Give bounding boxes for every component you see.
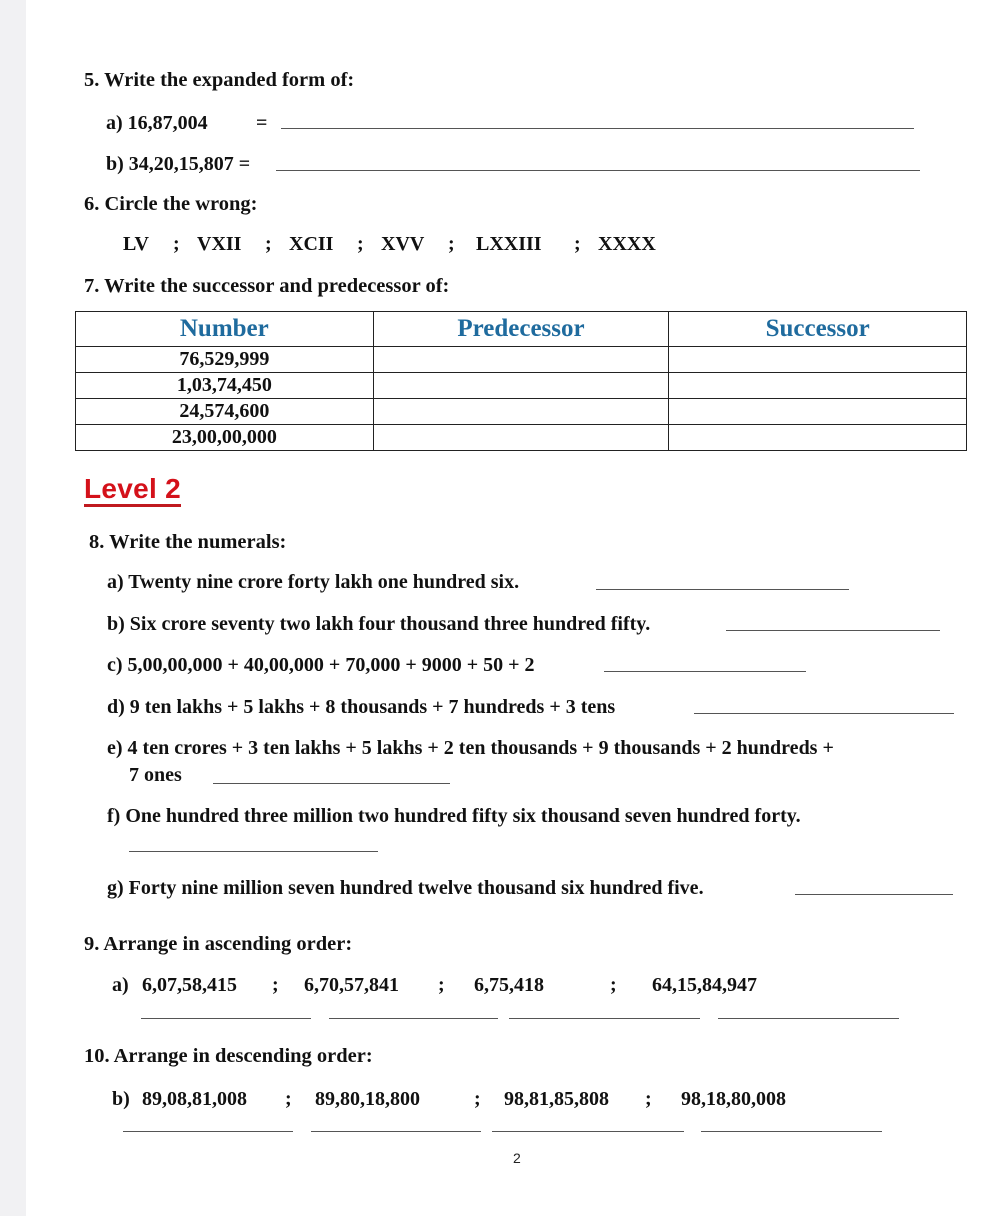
separator: ; [610, 974, 617, 996]
separator: ; [574, 233, 581, 255]
answer-line-8e[interactable] [213, 783, 450, 784]
q10-number-2: 89,80,18,800 [315, 1088, 420, 1110]
successor-answer-cell[interactable] [669, 399, 967, 425]
table-row [76, 347, 967, 373]
q9-number-2: 6,70,57,841 [304, 974, 399, 996]
q8-item-f: f) One hundred three million two hundred fifty six thousand seven hundred forty. [107, 805, 801, 827]
q9-number-1: 6,07,58,415 [142, 974, 237, 996]
q8-item-e: e) 4 ten crores + 3 ten lakhs + 5 lakhs + 2 ten thousands + 9 thousands + 2 hundreds + [107, 737, 834, 759]
answer-line-5b[interactable] [276, 170, 920, 171]
table-row [76, 373, 967, 399]
q5-item-a-equals: = [256, 112, 268, 134]
answer-line-10-1[interactable] [123, 1131, 293, 1132]
number-cell: 23,00,00,000 [76, 425, 374, 451]
answer-line-8g[interactable] [795, 894, 953, 895]
question-7-title: 7. Write the successor and predecessor of: [84, 275, 450, 297]
answer-line-9-4[interactable] [718, 1018, 899, 1019]
answer-line-9-2[interactable] [329, 1018, 498, 1019]
page-margin [0, 0, 26, 1216]
successor-answer-cell[interactable] [669, 425, 967, 451]
numeral-option-2[interactable]: VXII [197, 233, 242, 255]
q8-item-c: c) 5,00,00,000 + 40,00,000 + 70,000 + 9000 + 50 + 2 [107, 654, 535, 676]
q5-item-b: b) 34,20,15,807 = [106, 153, 251, 175]
answer-line-10-3[interactable] [492, 1131, 684, 1132]
separator: ; [272, 974, 279, 996]
separator: ; [357, 233, 364, 255]
number-cell: 76,529,999 [76, 347, 374, 373]
answer-line-9-3[interactable] [509, 1018, 700, 1019]
question-9-title: 9. Arrange in ascending order: [84, 933, 353, 955]
page-number: 2 [513, 1150, 521, 1166]
successor-predecessor-table [75, 311, 967, 451]
level-heading: Level 2 [84, 475, 181, 507]
separator: ; [474, 1088, 481, 1110]
table-row [76, 425, 967, 451]
separator: ; [448, 233, 455, 255]
question-10-title: 10. Arrange in descending order: [84, 1045, 373, 1067]
answer-line-8d[interactable] [694, 713, 954, 714]
answer-line-8a[interactable] [596, 589, 849, 590]
table-row [76, 399, 967, 425]
q8-item-b: b) Six crore seventy two lakh four thousand three hundred fifty. [107, 613, 651, 635]
q9-number-3: 6,75,418 [474, 974, 544, 996]
answer-line-5a[interactable] [281, 128, 914, 129]
q8-item-d: d) 9 ten lakhs + 5 lakhs + 8 thousands + 7 hundreds + 3 tens [107, 696, 616, 718]
table-header-row [76, 312, 967, 347]
answer-line-10-4[interactable] [701, 1131, 882, 1132]
numeral-option-4[interactable]: XVV [381, 233, 425, 255]
separator: ; [438, 974, 445, 996]
q8-item-a: a) Twenty nine crore forty lakh one hundred six. [107, 571, 520, 593]
column-header-predecessor: Predecessor [373, 312, 669, 347]
column-header-number: Number [76, 312, 374, 347]
predecessor-answer-cell[interactable] [373, 373, 669, 399]
q8-item-e-continued: 7 ones [129, 764, 182, 786]
number-cell: 24,574,600 [76, 399, 374, 425]
q10-number-4: 98,18,80,008 [681, 1088, 786, 1110]
question-5-title: 5. Write the expanded form of: [84, 69, 355, 91]
answer-line-9-1[interactable] [141, 1018, 311, 1019]
q8-item-g: g) Forty nine million seven hundred twelve thousand six hundred five. [107, 877, 704, 899]
q9-label: a) [112, 974, 129, 996]
separator: ; [173, 233, 180, 255]
answer-line-8b[interactable] [726, 630, 940, 631]
answer-line-8c[interactable] [604, 671, 806, 672]
numeral-option-3[interactable]: XCII [289, 233, 334, 255]
question-6-title: 6. Circle the wrong: [84, 193, 258, 215]
predecessor-answer-cell[interactable] [373, 425, 669, 451]
successor-answer-cell[interactable] [669, 347, 967, 373]
q10-label: b) [112, 1088, 130, 1110]
predecessor-answer-cell[interactable] [373, 347, 669, 373]
number-cell: 1,03,74,450 [76, 373, 374, 399]
answer-line-8f[interactable] [129, 851, 378, 852]
separator: ; [645, 1088, 652, 1110]
numeral-option-6[interactable]: XXXX [598, 233, 656, 255]
numeral-option-1[interactable]: LV [123, 233, 149, 255]
numeral-option-5[interactable]: LXXIII [476, 233, 542, 255]
successor-answer-cell[interactable] [669, 373, 967, 399]
column-header-successor: Successor [669, 312, 967, 347]
q10-number-3: 98,81,85,808 [504, 1088, 609, 1110]
q5-item-a: a) 16,87,004 [106, 112, 208, 134]
answer-line-10-2[interactable] [311, 1131, 481, 1132]
question-8-title: 8. Write the numerals: [89, 531, 287, 553]
predecessor-answer-cell[interactable] [373, 399, 669, 425]
q9-number-4: 64,15,84,947 [652, 974, 757, 996]
separator: ; [285, 1088, 292, 1110]
q10-number-1: 89,08,81,008 [142, 1088, 247, 1110]
separator: ; [265, 233, 272, 255]
